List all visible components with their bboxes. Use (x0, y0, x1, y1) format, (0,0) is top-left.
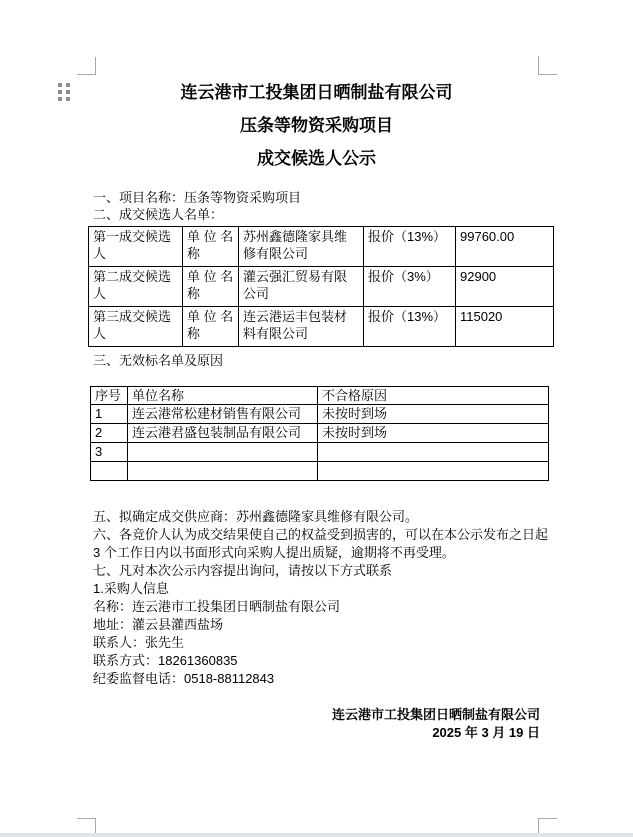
purchaser-name: 名称：连云港市工投集团日晒制盐有限公司 (93, 599, 341, 614)
section-project-name: 一、项目名称：压条等物资采购项目 (93, 190, 302, 205)
price-cell: 99760.00 (456, 227, 554, 267)
section-invalid-bids-heading: 三、无效标名单及原因 (93, 353, 224, 368)
company-name-cell: 灌云强汇贸易有限公司 (239, 267, 364, 307)
table-row (91, 405, 549, 424)
crop-mark-top-right-horizontal (538, 74, 557, 75)
table-row (89, 307, 554, 347)
signature-company: 连云港市工投集团日晒制盐有限公司 (331, 707, 540, 722)
row-company-cell: 连云港常松建材销售有限公司 (128, 405, 318, 424)
company-name-cell: 连云港运丰包装材料有限公司 (239, 307, 364, 347)
row-no-cell: 1 (91, 405, 128, 424)
candidate-rank-cell: 第三成交候选人 (89, 307, 183, 347)
row-reason-cell (318, 462, 549, 481)
invalid-bids-table (90, 386, 549, 481)
title-doctype-line: 成交候选人公示 (257, 149, 376, 168)
unit-label-cell: 单 位 名 称 (183, 267, 239, 307)
candidate-rank-cell: 第二成交候选人 (89, 267, 183, 307)
crop-mark-top-right-vertical (538, 56, 539, 75)
row-company-cell: 连云港君盛包装制品有限公司 (128, 424, 318, 443)
quote-label-cell: 报价（13%） (364, 307, 456, 347)
title-project-line: 压条等物资采购项目 (240, 116, 393, 135)
contact-phone: 联系方式：18261360835 (93, 653, 238, 668)
contact-person: 联系人：张先生 (93, 635, 185, 650)
price-cell: 115020 (456, 307, 554, 347)
table-row (91, 424, 549, 443)
crop-mark-top-left-horizontal (77, 74, 96, 75)
row-no-cell: 3 (91, 443, 128, 462)
candidate-rank-cell: 第一成交候选人 (89, 227, 183, 267)
quote-label-cell: 报价（13%） (364, 227, 456, 267)
table-row (89, 227, 554, 267)
row-company-cell (128, 443, 318, 462)
row-reason-cell: 未按时到场 (318, 424, 549, 443)
col-reason-header: 不合格原因 (318, 387, 549, 405)
section-inquiry: 七、凡对本次公示内容提出询问，请按以下方式联系 (93, 563, 393, 578)
row-reason-cell: 未按时到场 (318, 405, 549, 424)
page-bottom-edge (0, 833, 633, 837)
table-header-row (91, 387, 549, 405)
signature-block (332, 706, 540, 742)
row-company-cell (128, 462, 318, 481)
row-reason-cell (318, 443, 549, 462)
crop-mark-bottom-right-horizontal (538, 818, 557, 819)
section-awarded-supplier: 五、拟确定成交供应商：苏州鑫德隆家具维修有限公司。 (93, 509, 419, 524)
section-objection-line1: 六、各竞价人认为成交结果使自己的权益受到损害的，可以在本公示发布之日起 (93, 527, 549, 542)
notice-paragraphs (93, 508, 548, 688)
col-no-header: 序号 (91, 387, 128, 405)
crop-mark-top-left-vertical (95, 57, 96, 75)
unit-label-cell: 单 位 名 称 (183, 307, 239, 347)
title-company-line: 连云港市工投集团日晒制盐有限公司 (180, 83, 453, 102)
candidates-table (88, 226, 554, 347)
table-row (91, 462, 549, 481)
purchaser-info-heading: 1.采购人信息 (93, 581, 169, 596)
discipline-supervision-phone: 纪委监督电话：0518-88112843 (93, 671, 275, 686)
company-name-cell: 苏州鑫德隆家具维修有限公司 (239, 227, 364, 267)
purchaser-address: 地址：灌云县灌西盐场 (93, 617, 224, 632)
row-no-cell (91, 462, 128, 481)
section-objection-line2: 3 个工作日内以书面形式向采购人提出质疑，逾期将不再受理。 (93, 545, 455, 560)
price-cell: 92900 (456, 267, 554, 307)
section-candidates-heading: 二、成交候选人名单： (93, 207, 224, 222)
table-row (91, 443, 549, 462)
document-title-block (0, 76, 633, 175)
row-no-cell: 2 (91, 424, 128, 443)
unit-label-cell: 单 位 名 称 (183, 227, 239, 267)
quote-label-cell: 报价（3%） (364, 267, 456, 307)
col-company-header: 单位名称 (128, 387, 318, 405)
table-row (89, 267, 554, 307)
crop-mark-bottom-left-horizontal (77, 818, 96, 819)
signature-date: 2025 年 3 月 19 日 (432, 725, 540, 740)
